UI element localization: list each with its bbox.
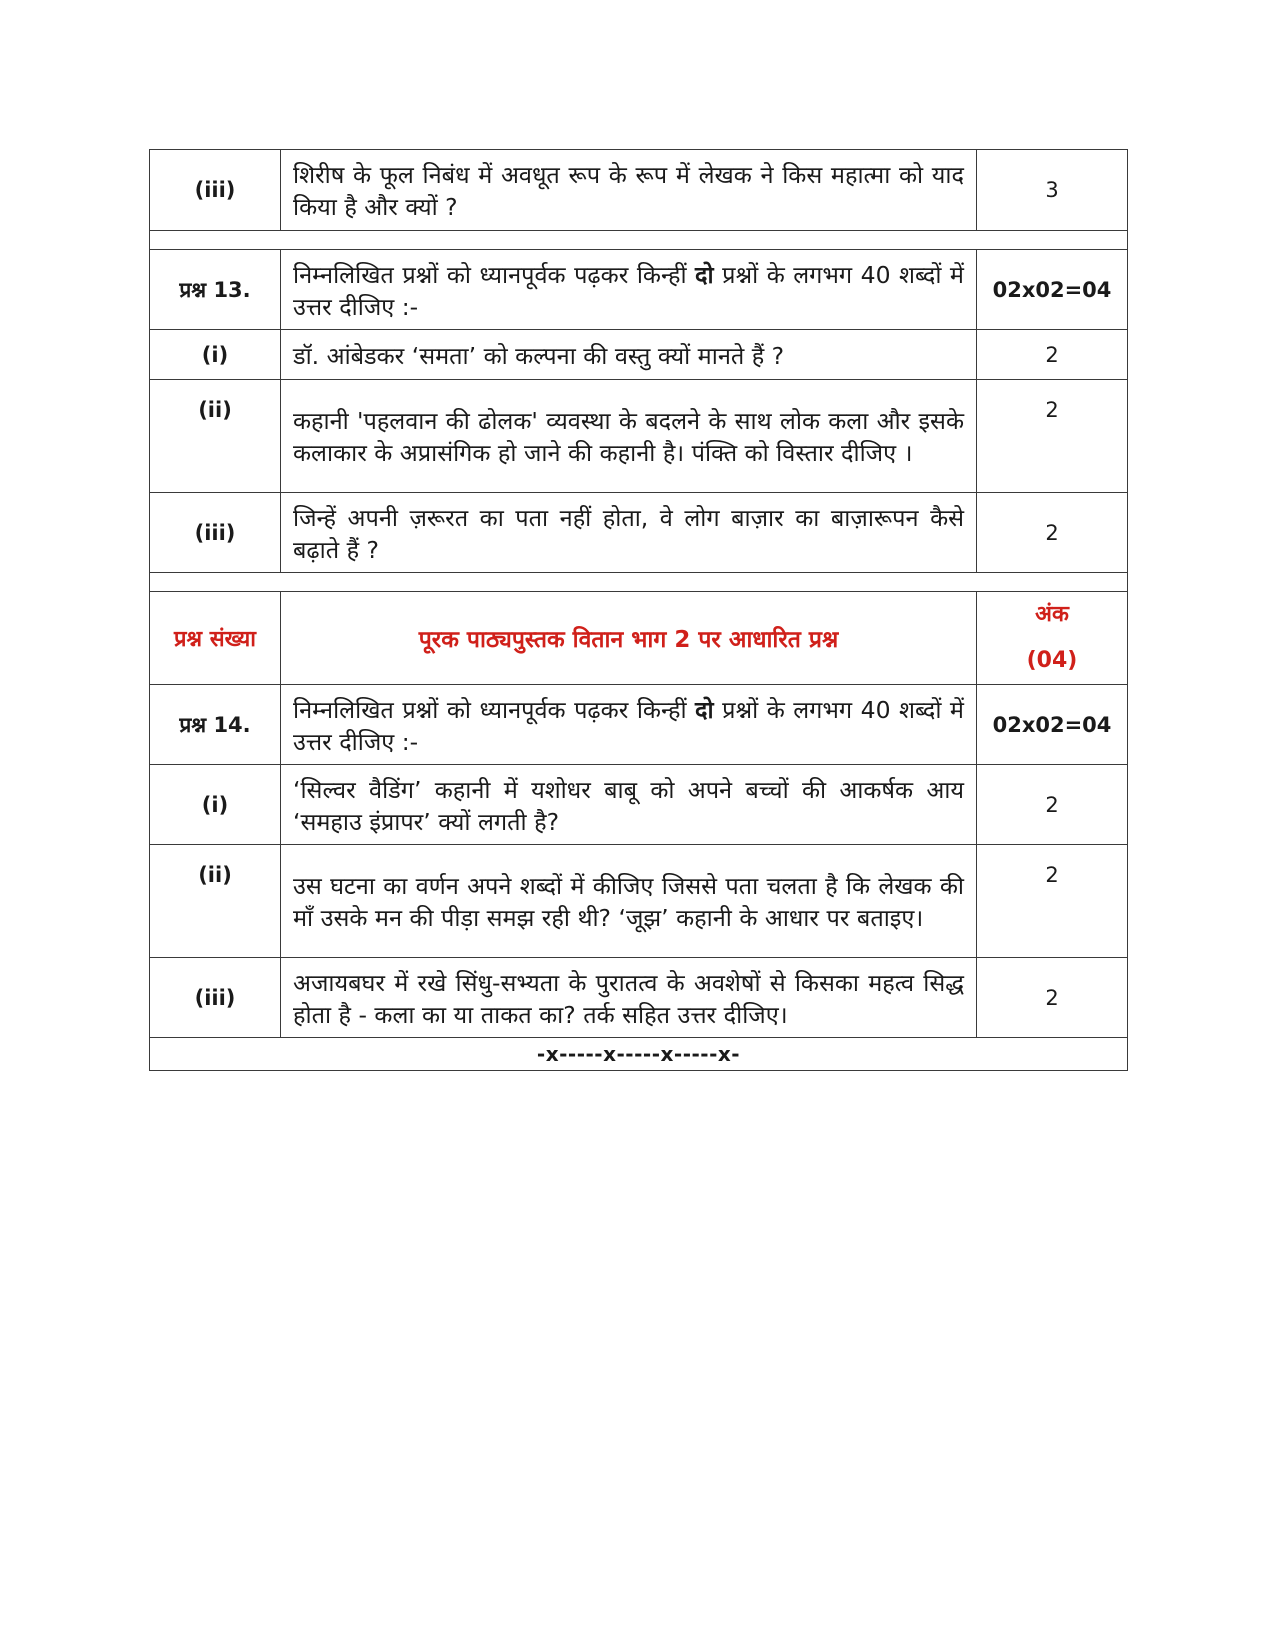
question-row-12-iii [150,150,1128,231]
question-number: (i) [150,765,281,845]
spacer-row [150,573,1128,592]
question-text: निम्नलिखित प्रश्नों को ध्यानपूर्वक पढ़कर किन्हीं दो प्रश्नों के लगभग 40 शब्दों में उत्तर दीजिए :- [281,685,977,765]
section-marks-label: अंक [1035,602,1069,627]
question-number: प्रश्न 14. [150,685,281,765]
question-row-13-ii [150,380,1128,493]
footer-row [150,1038,1128,1071]
question-text: डॉ. आंबेडकर ‘समता’ को कल्पना की वस्तु क्यों मानते हैं ? [281,330,977,380]
question-number: (iii) [150,958,281,1038]
end-marker: -x-----x-----x-----x- [150,1038,1128,1071]
section-marks-value: (04) [1026,648,1078,673]
question-text: निम्नलिखित प्रश्नों को ध्यानपूर्वक पढ़कर किन्हीं दो प्रश्नों के लगभग 40 शब्दों में उत्तर दीजिए :- [281,250,977,330]
emphasis-text: दो [695,695,714,724]
question-row-13-i [150,330,1128,380]
question-text: ‘सिल्वर वैडिंग’ कहानी में यशोधर बाबू को अपने बच्चों की आकर्षक आय ‘समहाउ इंप्रापर’ क्यों लगती है? [281,765,977,845]
question-table [149,149,1128,1071]
emphasis-text: दो [695,260,714,289]
question-marks: 2 [977,765,1128,845]
question-marks: 02x02=04 [977,685,1128,765]
question-row-14-ii [150,845,1128,958]
question-row-13-iii [150,493,1128,573]
question-row-14-iii [150,958,1128,1038]
question-number: (iii) [150,150,281,231]
question-marks: 2 [977,493,1128,573]
question-number: प्रश्न 13. [150,250,281,330]
question-number: (ii) [150,380,281,493]
section-column-label: प्रश्न संख्या [150,592,281,685]
question-text: अजायबघर में रखे सिंधु-सभ्यता के पुरातत्व के अवशेषों से किसका महत्व सिद्ध होता है - कला का या ताकत का? तर्क सहित उत्तर दीजिए। [281,958,977,1038]
question-number: (iii) [150,493,281,573]
question-marks: 02x02=04 [977,250,1128,330]
question-row-13 [150,250,1128,330]
question-marks: 2 [977,845,1128,958]
spacer-row [150,231,1128,250]
section-marks [977,592,1128,685]
question-marks: 3 [977,150,1128,231]
question-number: (i) [150,330,281,380]
section-title: पूरक पाठ्यपुस्तक वितान भाग 2 पर आधारित प्रश्न [281,592,977,685]
question-number: (ii) [150,845,281,958]
section-header-row [150,592,1128,685]
question-marks: 2 [977,380,1128,493]
question-marks: 2 [977,958,1128,1038]
question-text: जिन्हें अपनी ज़रूरत का पता नहीं होता, वे लोग बाज़ार का बाज़ारूपन कैसे बढ़ाते हैं ? [281,493,977,573]
question-text: कहानी 'पहलवान की ढोलक' व्यवस्था के बदलने के साथ लोक कला और इसके कलाकार के अप्रासंगिक हो जाने की कहानी है। पंक्ति को विस्तार दीजिए । [281,380,977,493]
question-marks: 2 [977,330,1128,380]
question-text: शिरीष के फूल निबंध में अवधूत रूप के रूप में लेखक ने किस महात्मा को याद किया है और क्यों ? [281,150,977,231]
question-row-14 [150,685,1128,765]
question-row-14-i [150,765,1128,845]
question-text: उस घटना का वर्णन अपने शब्दों में कीजिए जिससे पता चलता है कि लेखक की माँ उसके मन की पीड़ा समझ रही थी? ‘जूझ’ कहानी के आधार पर बताइए। [281,845,977,958]
